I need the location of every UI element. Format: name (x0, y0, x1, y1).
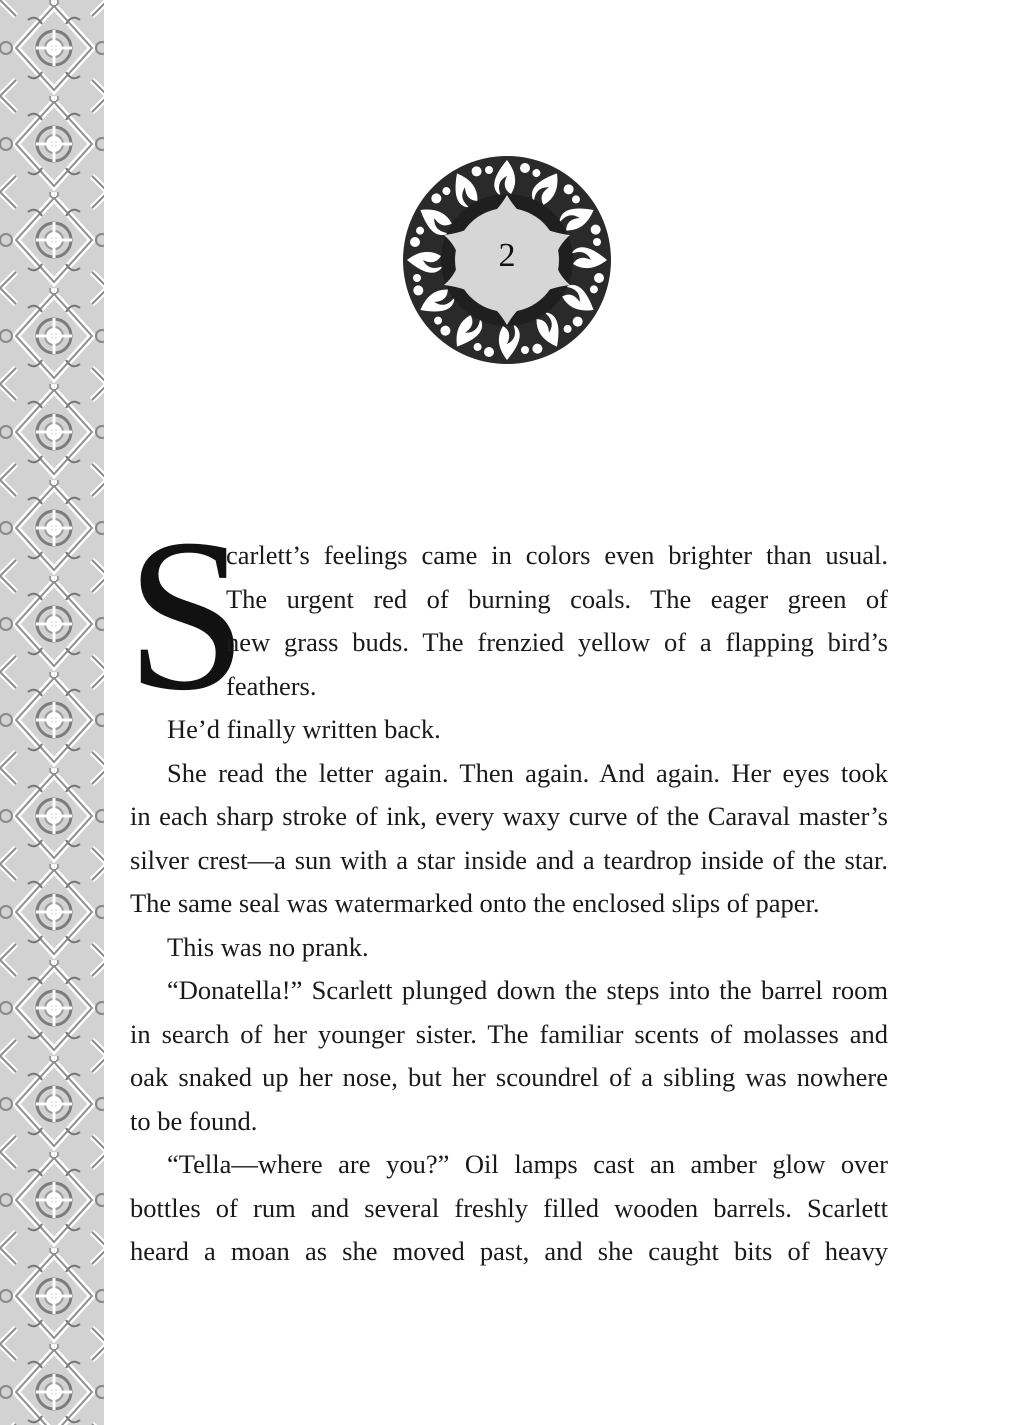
text-line: The same seal was watermarked onto the enclosed slips of paper. (130, 888, 820, 918)
text-line: feathers. (226, 670, 317, 701)
text-line: new grass buds. The frenzied yellow of a flapping bird’s (226, 627, 888, 657)
text-line: This was no prank. (167, 931, 369, 962)
text-line: He’d finally written back. (167, 714, 441, 744)
drop-cap: S (126, 495, 248, 736)
text-line: in search of her younger sister. The familiar scents of molasses and (130, 1018, 888, 1049)
text-line: The urgent red of burning coals. The eager green of (226, 583, 888, 614)
text-line: She read the letter again. Then again. And again. Her eyes took (167, 757, 888, 788)
text-line: bottles of rum and several freshly filled wooden barrels. Scarlett (130, 1192, 888, 1223)
body-text (130, 534, 888, 1274)
text-line: “Donatella!” Scarlett plunged down the steps into the barrel room (167, 975, 888, 1005)
text-line: silver crest—a sun with a star inside and a teardrop inside of the star. (130, 844, 888, 875)
text-line: in each sharp stroke of ink, every waxy curve of the Caraval master’s (130, 801, 888, 831)
chapter-number: 2 (498, 237, 516, 274)
text-line: carlett’s feelings came in colors even brighter than usual. (226, 540, 888, 570)
ornamental-border (0, 0, 108, 1425)
text-line: “Tella—where are you?” Oil lamps cast an amber glow over (167, 1149, 888, 1179)
text-line: heard a moan as she moved past, and she caught bits of heavy (130, 1236, 888, 1266)
text-line: to be found. (130, 1105, 258, 1136)
text-line: oak snaked up her nose, but her scoundrel of a sibling was nowhere (130, 1062, 888, 1092)
